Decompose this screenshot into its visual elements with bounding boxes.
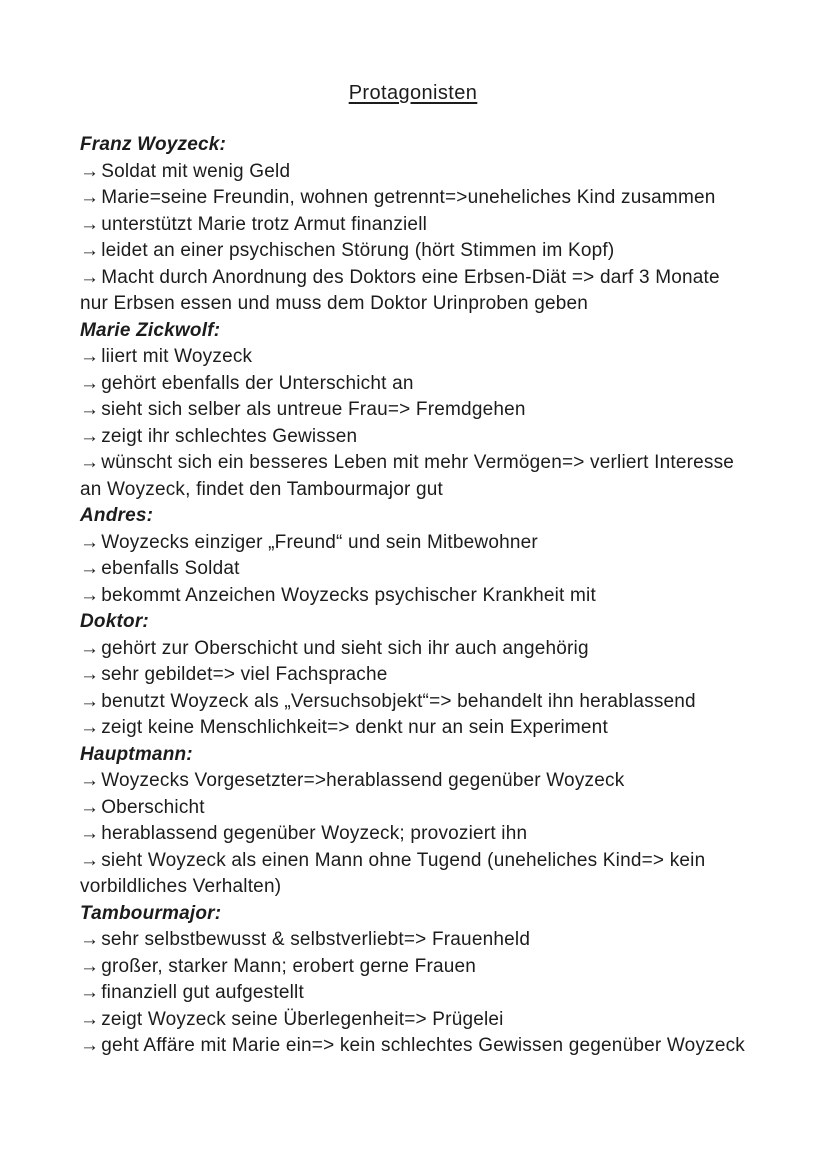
arrow-icon: → [80,452,100,473]
bullet-text: gehört zur Oberschicht und sieht sich ihr auch angehörig [101,637,589,659]
bullet-item [80,821,746,848]
bullet-item [80,583,746,610]
arrow-icon: → [80,213,100,235]
section-heading: Franz Woyzeck: [80,134,227,155]
arrow-icon: → [80,690,100,712]
bullet-text: geht Affäre mit Marie ein=> kein schlechtes Gewissen gegenüber Woyzeck [101,1035,746,1056]
bullet-text: leidet an einer psychischen Störung (hört Stimmen im Kopf) [101,240,615,261]
arrow-icon: → [80,160,100,182]
bullet-item [80,848,746,901]
bullet-item [80,1007,746,1034]
bullet-item [80,238,746,265]
bullet-text: herablassend gegenüber Woyzeck; provoziert ihn [101,823,528,844]
bullet-item [80,185,746,212]
arrow-icon: → [80,372,100,394]
arrow-icon: → [80,982,100,1003]
bullet-item [80,768,746,795]
bullet-item [80,530,746,557]
arrow-icon: → [80,584,100,606]
arrow-icon: → [80,664,100,685]
arrow-icon: → [80,717,100,738]
bullet-text: Woyzecks Vorgesetzter=>herablassend gegenüber Woyzeck [101,770,625,791]
page-title: Protagonisten [348,82,478,104]
bullet-item [80,556,746,583]
section-heading: Marie Zickwolf: [80,319,221,341]
arrow-icon: → [80,1008,100,1030]
bullet-text: liiert mit Woyzeck [101,346,253,367]
bullet-text: benutzt Woyzeck als „Versuchsobjekt“=> behandelt ihn herablassend [101,690,696,712]
bullet-text: ebenfalls Soldat [101,558,240,579]
sections-container [80,132,746,1060]
bullet-item [80,1033,746,1060]
bullet-text: sieht Woyzeck als einen Mann ohne Tugend (uneheliches Kind=> kein vorbildliches Verhalten) [80,849,706,897]
arrow-icon: → [80,929,100,950]
bullet-text: unterstützt Marie trotz Armut finanziell [101,213,428,235]
bullet-item [80,397,746,424]
bullet-item [80,954,746,981]
arrow-icon: → [80,346,100,367]
arrow-icon: → [80,266,100,288]
bullet-item [80,212,746,239]
arrow-icon: → [80,770,100,791]
bullet-text: Oberschicht [101,796,205,818]
bullet-item [80,795,746,822]
bullet-text: sieht sich selber als untreue Frau=> Fremdgehen [101,399,526,420]
arrow-icon: → [80,796,100,818]
section-heading: Andres: [80,505,154,526]
bullet-text: zeigt ihr schlechtes Gewissen [101,425,358,447]
bullet-item [80,371,746,398]
arrow-icon: → [80,425,100,447]
arrow-icon: → [80,637,100,659]
bullet-text: zeigt keine Menschlichkeit=> denkt nur an sein Experiment [101,717,608,738]
bullet-text: zeigt Woyzeck seine Überlegenheit=> Prügelei [101,1008,504,1030]
bullet-item [80,424,746,451]
arrow-icon: → [80,849,100,871]
arrow-icon: → [80,1035,100,1056]
bullet-item [80,450,746,503]
arrow-icon: → [80,531,100,553]
bullet-text: Woyzecks einziger „Freund“ und sein Mitbewohner [101,531,538,553]
arrow-icon: → [80,955,100,977]
bullet-text: Marie=seine Freundin, wohnen getrennt=>uneheliches Kind zusammen [101,187,716,208]
bullet-text: sehr selbstbewusst & selbstverliebt=> Frauenheld [101,929,531,950]
bullet-text: sehr gebildet=> viel Fachsprache [101,664,388,685]
bullet-text: wünscht sich ein besseres Leben mit mehr Vermögen=> verliert Interesse an Woyzeck, findet den Tambourmajor gut [80,452,735,500]
bullet-item [80,980,746,1007]
bullet-text: Soldat mit wenig Geld [101,160,291,182]
bullet-item [80,344,746,371]
arrow-icon: → [80,240,100,261]
arrow-icon: → [80,558,100,579]
section-heading: Tambourmajor: [80,902,222,924]
bullet-item [80,715,746,742]
bullet-item [80,927,746,954]
section-heading: Hauptmann: [80,743,193,765]
arrow-icon: → [80,823,100,844]
bullet-text: großer, starker Mann; erobert gerne Frauen [101,955,477,977]
bullet-item [80,689,746,716]
bullet-text: gehört ebenfalls der Unterschicht an [101,372,414,394]
bullet-text: bekommt Anzeichen Woyzecks psychischer Krankheit mit [101,584,596,606]
bullet-item [80,265,746,318]
section-heading: Doktor: [80,611,149,632]
arrow-icon: → [80,399,100,420]
bullet-item [80,662,746,689]
bullet-item [80,636,746,663]
bullet-text: Macht durch Anordnung des Doktors eine Erbsen-Diät => darf 3 Monate nur Erbsen essen und muss dem Doktor Urinproben geben [80,266,720,314]
bullet-item [80,159,746,186]
bullet-text: finanziell gut aufgestellt [101,982,304,1003]
arrow-icon: → [80,187,100,208]
